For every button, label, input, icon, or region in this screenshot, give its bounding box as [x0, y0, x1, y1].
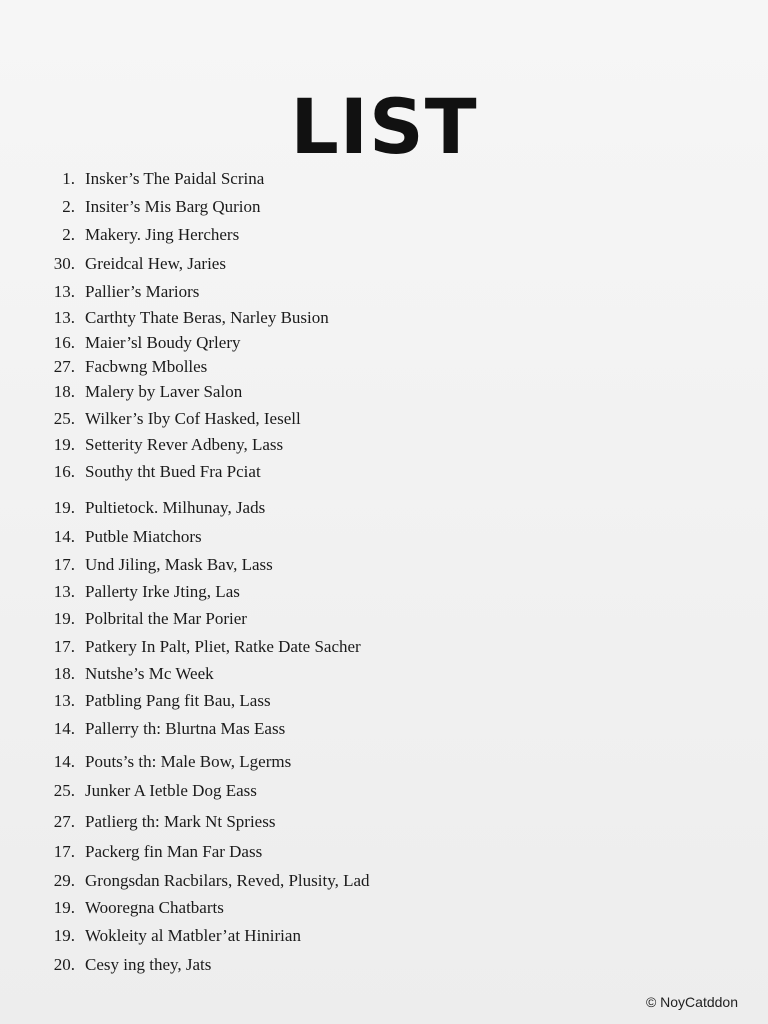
list-item [0, 607, 700, 631]
copyright-footer: © NoyCatddon [645, 994, 738, 1010]
list-item [0, 717, 700, 741]
list-item-text: Pallerty Irke Jting, Las [85, 582, 240, 601]
list-item-text: Pallier’s Mariors [85, 282, 200, 301]
list-item [0, 779, 700, 803]
list-item-text: Packerg fin Man Far Dass [85, 842, 263, 861]
list-item [0, 525, 700, 549]
list-item-text: Southy tht Bued Fra Pciat [85, 462, 261, 481]
list-item [0, 896, 700, 920]
list-item-number: 17. [53, 637, 75, 656]
list-item-number: 14. [53, 719, 75, 738]
list-item-number: 17. [53, 555, 75, 574]
list-item-number: 19. [53, 926, 75, 945]
list-item-text: Malery by Laver Salon [85, 382, 243, 401]
list-item-text: Patlierg th: Mark Nt Spriess [85, 812, 276, 831]
list-item-number: 13. [53, 308, 75, 327]
list-item-number: 16. [53, 333, 75, 352]
list-item [0, 331, 700, 355]
list-item-number: 29. [53, 871, 75, 890]
list-item-number: 25. [53, 409, 75, 428]
list-item-text: Pouts’s th: Male Bow, Lgerms [85, 752, 292, 771]
list-item [0, 460, 700, 484]
list-item-text: Facbwng Mbolles [85, 357, 208, 376]
list-item-text: Wilker’s Iby Cof Hasked, Iesell [85, 409, 301, 428]
list-item-text: Pultietock. Milhunay, Jads [85, 498, 266, 517]
list-item-number: 14. [53, 527, 75, 546]
list-item-text: Wokleity al Matbler’at Hinirian [85, 926, 301, 945]
list-item-number: 2. [62, 225, 75, 244]
list-item-number: 19. [53, 435, 75, 454]
list-item-text: Patbling Pang fit Bau, Lass [85, 691, 271, 710]
list-item [0, 750, 700, 774]
list-item [0, 407, 700, 431]
list-item [0, 280, 700, 304]
list-item-number: 19. [53, 609, 75, 628]
list-item [0, 953, 700, 977]
list-item [0, 496, 700, 520]
list-item-text: Polbrital the Mar Porier [85, 609, 247, 628]
list-item-text: Carthty Thate Beras, Narley Busion [85, 308, 329, 327]
list-item [0, 689, 700, 713]
list-item-number: 18. [53, 664, 75, 683]
list-item-text: Maier’sl Boudy Qrlery [85, 333, 241, 352]
list-item-number: 27. [53, 357, 75, 376]
list-item-text: Wooregna Chatbarts [85, 898, 224, 917]
list-item-number: 16. [53, 462, 75, 481]
list-item-number: 13. [53, 582, 75, 601]
list-item-number: 20. [53, 955, 75, 974]
list-item-text: Cesy ing they, Jats [85, 955, 212, 974]
list-item [0, 433, 700, 457]
list-item-number: 2. [62, 197, 75, 216]
list-item [0, 869, 700, 893]
list-item-text: Putble Miatchors [85, 527, 202, 546]
list-item [0, 355, 700, 379]
list-item [0, 810, 700, 834]
list-item-number: 13. [53, 691, 75, 710]
list-item-number: 27. [53, 812, 75, 831]
list-item-text: Junker A Ietble Dog Eass [85, 781, 257, 800]
list-item-text: Makery. Jing Herchers [85, 225, 240, 244]
list-item [0, 252, 700, 276]
list-item-text: Patkery In Palt, Pliet, Ratke Date Sacher [85, 637, 361, 656]
list-item-number: 13. [53, 282, 75, 301]
list-item [0, 924, 700, 948]
list-item-number: 25. [53, 781, 75, 800]
list-item-text: Setterity Rever Adbeny, Lass [85, 435, 284, 454]
list-item [0, 635, 700, 659]
page-title: LIST [290, 81, 478, 171]
list-item-text: Greidcal Hew, Jaries [85, 254, 226, 273]
list-item-number: 1. [62, 169, 75, 188]
list-item-text: Nutshe’s Mc Week [85, 664, 214, 683]
list-item-number: 18. [53, 382, 75, 401]
list-item [0, 840, 700, 864]
list-item [0, 167, 700, 191]
list-item-number: 30. [53, 254, 75, 273]
list-item [0, 580, 700, 604]
list-item-text: Grongsdan Racbilars, Reved, Plusity, Lad [85, 871, 370, 890]
list-item-text: Insiter’s Mis Barg Qurion [85, 197, 261, 216]
list-item [0, 195, 700, 219]
list-item-text: Und Jiling, Mask Bav, Lass [85, 555, 273, 574]
list-item-number: 19. [53, 898, 75, 917]
list-item [0, 306, 700, 330]
list-item-number: 17. [53, 842, 75, 861]
list-item [0, 380, 700, 404]
list-item [0, 223, 700, 247]
list-item-number: 14. [53, 752, 75, 771]
list-item [0, 662, 700, 686]
list-item-text: Pallerry th: Blurtna Mas Eass [85, 719, 286, 738]
list-item [0, 553, 700, 577]
list-item-text: Insker’s The Paidal Scrina [85, 169, 265, 188]
list-item-number: 19. [53, 498, 75, 517]
